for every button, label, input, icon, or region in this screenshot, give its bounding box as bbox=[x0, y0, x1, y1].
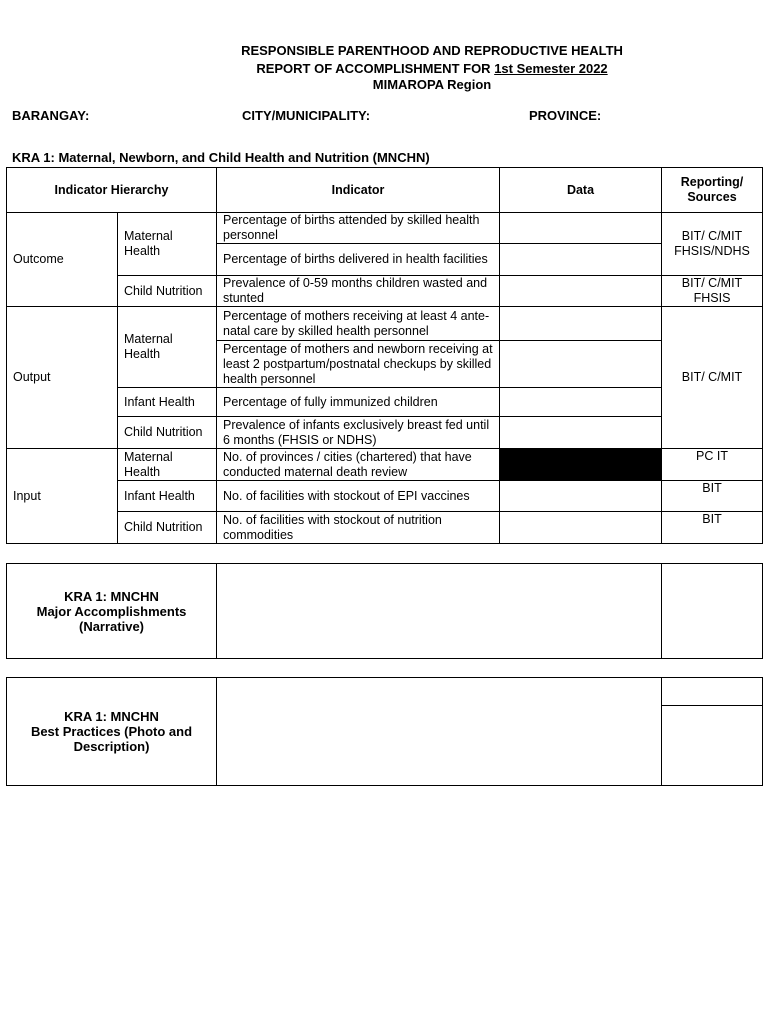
indicator-cell: Prevalence of infants exclusively breast fed until 6 months (FHSIS or NDHS) bbox=[217, 417, 500, 449]
hierarchy-input: Input bbox=[7, 449, 118, 544]
data-cell[interactable] bbox=[500, 244, 662, 276]
barangay-label: BARANGAY: bbox=[12, 108, 90, 123]
table-row bbox=[7, 213, 763, 244]
kra-title: KRA 1: Maternal, Newborn, and Child Health and Nutrition (MNCHN) bbox=[12, 150, 430, 165]
table-row bbox=[7, 307, 763, 341]
source-cell: BIT bbox=[662, 512, 763, 544]
source-cell: BIT bbox=[662, 481, 763, 512]
data-cell[interactable] bbox=[500, 276, 662, 307]
table-row bbox=[7, 512, 763, 544]
subgroup-maternal-health: Maternal Health bbox=[118, 213, 217, 276]
table-row bbox=[7, 417, 763, 449]
indicator-cell: Percentage of births attended by skilled health personnel bbox=[217, 213, 500, 244]
city-label: CITY/MUNICIPALITY: bbox=[242, 108, 371, 123]
best-practices-table bbox=[6, 677, 763, 786]
table-header-row bbox=[7, 168, 763, 213]
table-row bbox=[7, 481, 763, 512]
indicator-cell: Percentage of mothers and newborn receiving at least 2 postpartum/postnatal checkups by skilled health personnel bbox=[217, 341, 500, 388]
indicator-table bbox=[6, 167, 763, 544]
best-practices-field[interactable] bbox=[217, 678, 662, 786]
indicator-cell: No. of facilities with stockout of EPI vaccines bbox=[217, 481, 500, 512]
best-practices-extra-top[interactable] bbox=[662, 678, 763, 706]
subgroup-child-nutrition: Child Nutrition bbox=[118, 417, 217, 449]
data-cell[interactable] bbox=[500, 417, 662, 449]
hierarchy-output: Output bbox=[7, 307, 118, 449]
indicator-cell: No. of provinces / cities (chartered) that have conducted maternal death review bbox=[217, 449, 500, 481]
subgroup-child-nutrition: Child Nutrition bbox=[118, 512, 217, 544]
subgroup-maternal-health: Maternal Health bbox=[118, 307, 217, 388]
indicator-cell: Percentage of mothers receiving at least 4 ante-natal care by skilled health personnel bbox=[217, 307, 500, 341]
source-cell: PC IT bbox=[662, 449, 763, 481]
best-practices-label: KRA 1: MNCHN Best Practices (Photo and Description) bbox=[7, 678, 217, 786]
hierarchy-outcome: Outcome bbox=[7, 213, 118, 307]
subgroup-maternal-health: Maternal Health bbox=[118, 449, 217, 481]
subgroup-infant-health: Infant Health bbox=[118, 481, 217, 512]
col-header-indicator: Indicator bbox=[217, 168, 500, 213]
report-period: 1st Semester 2022 bbox=[494, 61, 608, 76]
subgroup-infant-health: Infant Health bbox=[118, 388, 217, 417]
col-header-data: Data bbox=[500, 168, 662, 213]
province-label: PROVINCE: bbox=[529, 108, 602, 123]
best-practices-extra-bottom[interactable] bbox=[662, 706, 763, 786]
accomplishments-extra-cell[interactable] bbox=[662, 564, 763, 659]
table-row bbox=[7, 388, 763, 417]
indicator-cell: Prevalence of 0-59 months children wasted and stunted bbox=[217, 276, 500, 307]
data-cell[interactable] bbox=[500, 341, 662, 388]
accomplishments-narrative-field[interactable] bbox=[217, 564, 662, 659]
report-period-prefix: REPORT OF ACCOMPLISHMENT FOR bbox=[256, 61, 495, 76]
source-cell: BIT/ C/MIT FHSIS/NDHS bbox=[662, 213, 763, 276]
data-cell[interactable] bbox=[500, 307, 662, 341]
data-cell[interactable] bbox=[500, 481, 662, 512]
accomplishments-table bbox=[6, 563, 763, 659]
data-cell[interactable] bbox=[500, 388, 662, 417]
report-title: RESPONSIBLE PARENTHOOD AND REPRODUCTIVE HEALTH bbox=[241, 43, 623, 58]
data-cell-blacked-out bbox=[500, 449, 662, 481]
report-period-line bbox=[0, 61, 768, 77]
table-row bbox=[7, 276, 763, 307]
indicator-cell: No. of facilities with stockout of nutrition commodities bbox=[217, 512, 500, 544]
region-label: MIMAROPA Region bbox=[372, 77, 492, 92]
data-cell[interactable] bbox=[500, 512, 662, 544]
col-header-hierarchy: Indicator Hierarchy bbox=[7, 168, 217, 213]
indicator-cell: Percentage of fully immunized children bbox=[217, 388, 500, 417]
accomplishments-label: KRA 1: MNCHN Major Accomplishments (Narrative) bbox=[7, 564, 217, 659]
col-header-sources: Reporting/ Sources bbox=[662, 168, 763, 213]
indicator-cell: Percentage of births delivered in health facilities bbox=[217, 244, 500, 276]
table-row bbox=[7, 449, 763, 481]
data-cell[interactable] bbox=[500, 213, 662, 244]
source-cell: BIT/ C/MIT bbox=[662, 307, 763, 449]
subgroup-child-nutrition: Child Nutrition bbox=[118, 276, 217, 307]
source-cell: BIT/ C/MIT FHSIS bbox=[662, 276, 763, 307]
